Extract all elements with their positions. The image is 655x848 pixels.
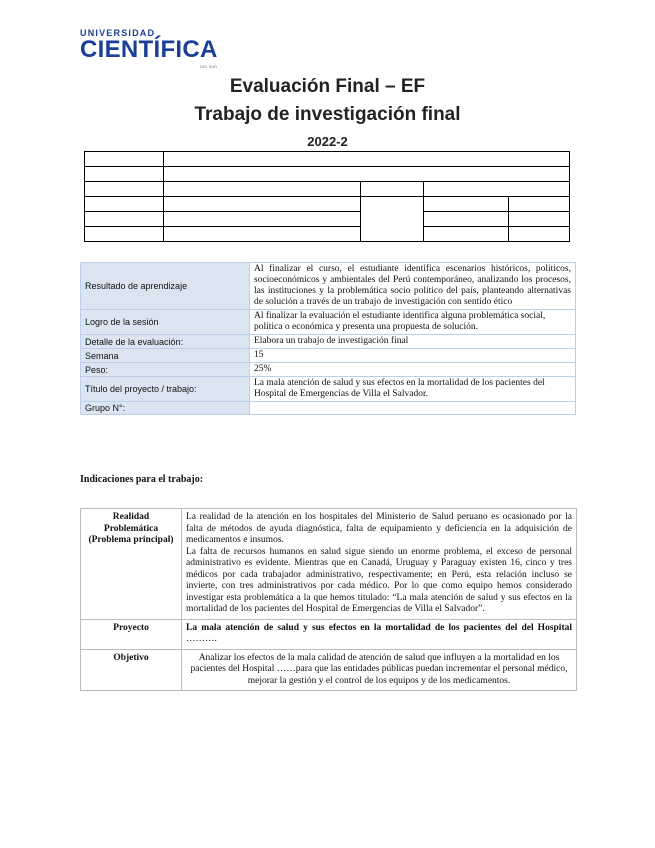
work-row-realidad bbox=[81, 509, 577, 620]
semana-value: 15 bbox=[250, 349, 576, 363]
grid-cell bbox=[424, 227, 509, 242]
grid-cell bbox=[361, 197, 424, 242]
grupo-label: Grupo N°: bbox=[81, 402, 250, 415]
grid-row bbox=[85, 212, 570, 227]
objetivo-label: Objetivo bbox=[81, 649, 182, 691]
grid-cell bbox=[85, 152, 164, 167]
info-row-logro bbox=[81, 310, 576, 335]
realidad-label: Realidad Problemática (Problema principal) bbox=[81, 509, 182, 620]
page-title: Evaluación Final – EF bbox=[229, 76, 426, 97]
grid-cell bbox=[424, 212, 509, 227]
proyecto-value bbox=[182, 619, 577, 649]
info-row-semana bbox=[81, 349, 576, 363]
info-row-detalle bbox=[81, 335, 576, 349]
work-row-proyecto bbox=[81, 619, 577, 649]
grid-cell bbox=[85, 182, 164, 197]
grid-cell bbox=[164, 227, 361, 242]
objetivo-value: Analizar los efectos de la mala calidad de atención de salud que influyen a la mortalidad en los pacientes del Hospital ……para que las entidades públicas puedan incrementar el personal médico, mejorar la gestión y el control de los equipos y de los medicamentos. bbox=[182, 649, 577, 691]
grid-cell bbox=[85, 167, 164, 182]
university-logo bbox=[80, 28, 218, 69]
info-row-peso bbox=[81, 363, 576, 377]
grid-cell bbox=[424, 182, 570, 197]
grid-row bbox=[85, 152, 570, 167]
logro-value: Al finalizar la evaluación el estudiante identifica alguna problemática social, política o económica y presenta una propuesta de solución. bbox=[250, 310, 576, 335]
grid-cell bbox=[85, 227, 164, 242]
resultado-label: Resultado de aprendizaje bbox=[81, 263, 250, 310]
info-row-resultado bbox=[81, 263, 576, 310]
grid-cell bbox=[164, 197, 361, 212]
realidad-paragraph-1: La realidad de la atención en los hospitales del Ministerio de Salud peruano es ocasionado por la falta de métodos de ayuda diagnóstica, falta de equipamiento y deficiencia en la adquisición de medicamentos e insumos. bbox=[186, 512, 572, 545]
detalle-value: Elabora un trabajo de investigación final bbox=[250, 335, 576, 349]
evaluation-info-table bbox=[80, 262, 576, 415]
page-subtitle: Trabajo de investigación final bbox=[194, 104, 461, 125]
grid-cell bbox=[164, 152, 570, 167]
grid-cell bbox=[361, 182, 424, 197]
grid-cell bbox=[164, 167, 570, 182]
grid-row bbox=[85, 182, 570, 197]
peso-label: Peso: bbox=[81, 363, 250, 377]
grid-cell bbox=[509, 227, 570, 242]
grid-row bbox=[85, 197, 570, 212]
grid-cell bbox=[85, 197, 164, 212]
grid-cell bbox=[509, 212, 570, 227]
grupo-value bbox=[250, 402, 576, 415]
work-instructions-table bbox=[80, 508, 577, 691]
grid-cell bbox=[509, 197, 570, 212]
semana-label: Semana bbox=[81, 349, 250, 363]
info-row-grupo bbox=[81, 402, 576, 415]
logo-sub-text: DEL SUR bbox=[200, 64, 218, 69]
student-data-grid bbox=[84, 151, 570, 242]
logo-top-text: UNIVERSIDAD bbox=[80, 28, 156, 38]
grid-cell bbox=[424, 197, 509, 212]
titulo-value: La mala atención de salud y sus efectos en la mortalidad de los pacientes del Hospital de Emergencias de Villa el Salvador. bbox=[250, 377, 576, 402]
proyecto-label: Proyecto bbox=[81, 619, 182, 649]
peso-value: 25% bbox=[250, 363, 576, 377]
detalle-label: Detalle de la evaluación: bbox=[81, 335, 250, 349]
realidad-value bbox=[182, 509, 577, 620]
resultado-value: Al finalizar el curso, el estudiante identifica escenarios históricos, políticos, socioeconómicos y ambientales del Perú contemporáneo, analizando los procesos, las instituciones y la problemática socio político del país, planteando alternativas de solución a través de un trabajo de investigación con sentido ético bbox=[250, 263, 576, 310]
grid-row bbox=[85, 167, 570, 182]
proyecto-title: La mala atención de salud y sus efectos en la mortalidad de los pacientes del del Hospital bbox=[186, 622, 572, 633]
realidad-paragraph-2: La falta de recursos humanos en salud sigue siendo un enorme problema, el exceso de personal administrativo es evidente. Mientras que en Canadá, Uruguay y Paraguay existen 16, cinco y tres médicos por cada trabajador administrativo, respectivamente; en Perú, esta relación incluso se invierte, con tres administrativos por cada médico. Por lo que como equipo hemos considerado investigar esta problemática a la que hemos titulado: “La mala atención de salud y sus efectos en la mortalidad de los pacientes del Hospital de Emergencias de Villa el Salvador”. bbox=[186, 546, 572, 614]
logro-label: Logro de la sesión bbox=[81, 310, 250, 335]
work-row-objetivo bbox=[81, 649, 577, 691]
period: 2022-2 bbox=[307, 134, 348, 149]
grid-row bbox=[85, 227, 570, 242]
grid-cell bbox=[85, 212, 164, 227]
indicaciones-heading: Indicaciones para el trabajo: bbox=[80, 474, 204, 485]
info-row-titulo bbox=[81, 377, 576, 402]
grid-cell bbox=[164, 212, 361, 227]
logo-main-text: CIENTÍFICA bbox=[80, 36, 218, 63]
grid-cell bbox=[164, 182, 361, 197]
proyecto-ellipsis: ………. bbox=[186, 634, 217, 644]
titulo-label: Título del proyecto / trabajo: bbox=[81, 377, 250, 402]
